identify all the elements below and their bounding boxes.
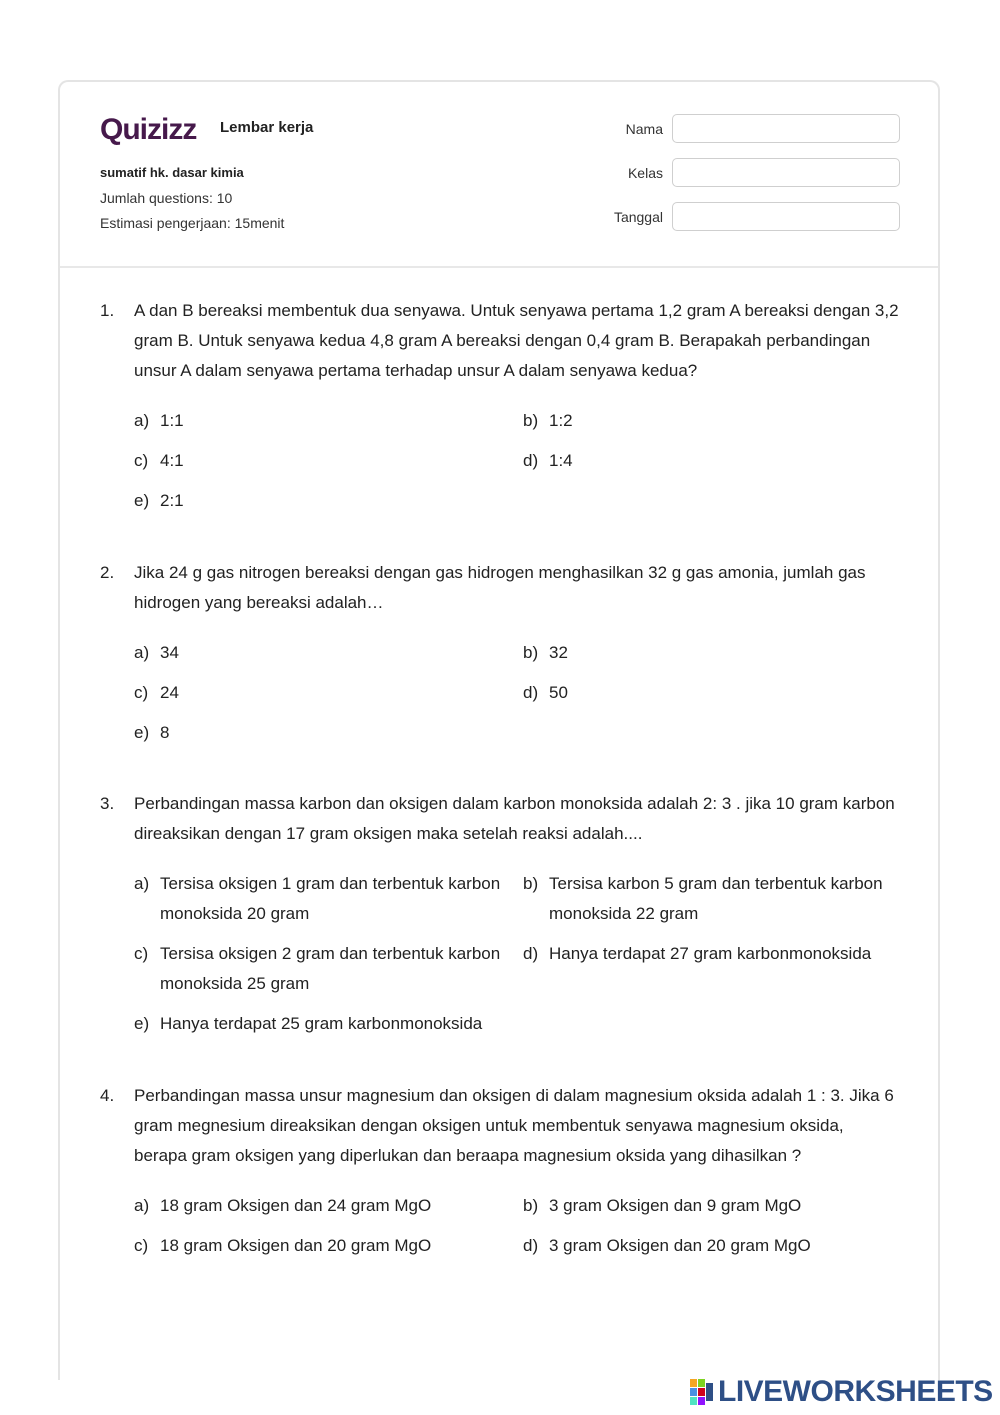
question-2 [100, 558, 900, 748]
liveworksheets-logo-icon [690, 1379, 714, 1405]
option-b[interactable]: b) 3 gram Oksigen dan 9 gram MgO [523, 1196, 802, 1215]
option-e[interactable]: e) 8 [134, 723, 170, 742]
question-text: A dan B bereaksi membentuk dua senyawa. Untuk senyawa pertama 1,2 gram A bereaksi dengan 3,2 gram B. Untuk senyawa kedua 4,8 gram A bereaksi dengan 0,4 gram B. Berapakah perbandingan unsur A dalam senyawa pertama terhadap unsur A dalam senyawa kedua? [134, 301, 899, 380]
option-d[interactable]: d) Hanya terdapat 27 gram karbonmonoksida [523, 944, 872, 963]
option-e[interactable]: e) Hanya terdapat 25 gram karbonmonoksida [134, 1014, 483, 1033]
question-number: 3. [100, 794, 115, 813]
option-c[interactable]: c) Tersisa oksigen 2 gram dan terbentuk karbon monoksida 25 gram [134, 944, 501, 993]
date-label: Tanggal [613, 209, 663, 225]
class-field[interactable] [672, 158, 900, 187]
option-list [134, 406, 900, 516]
option-list [134, 869, 900, 1039]
option-e[interactable]: e) 2:1 [134, 491, 184, 510]
class-label: Kelas [627, 165, 663, 181]
option-a[interactable]: a) 18 gram Oksigen dan 24 gram MgO [134, 1196, 432, 1215]
date-field[interactable] [672, 202, 900, 231]
question-4 [100, 1081, 900, 1261]
quizizz-logo-wordmark: Quizizz [100, 113, 197, 146]
question-text: Perbandingan massa karbon dan oksigen dalam karbon monoksida adalah 2: 3 . jika 10 gram karbon direaksikan dengan 17 gram oksigen maka setelah reaksi adalah.... [134, 794, 895, 843]
option-c[interactable]: c) 18 gram Oksigen dan 20 gram MgO [134, 1236, 432, 1255]
option-b[interactable]: b) 1:2 [523, 411, 573, 430]
option-list [134, 1191, 900, 1261]
liveworksheets-wordmark: LIVEWORKSHEETS [718, 1375, 993, 1408]
option-a[interactable]: a) 1:1 [134, 411, 184, 430]
worksheet-header [60, 82, 938, 268]
question-3 [100, 789, 900, 1039]
worksheet-label: Lembar kerja [220, 119, 314, 136]
name-field[interactable] [672, 114, 900, 143]
option-a[interactable]: a) Tersisa oksigen 1 gram dan terbentuk karbon monoksida 20 gram [134, 874, 501, 923]
question-number: 2. [100, 563, 115, 582]
question-number: 4. [100, 1086, 115, 1105]
option-d[interactable]: d) 1:4 [523, 451, 573, 470]
question-text: Perbandingan massa unsur magnesium dan oksigen di dalam magnesium oksida adalah 1 : 3. Jika 6 gram megnesium direaksikan dengan oksigen untuk membentuk senyawa magnesium oksida, berapa gram oksigen yang diperlukan dan beraapa magnesium oksida yang dihasilkan ? [134, 1086, 894, 1165]
option-list [134, 638, 900, 748]
option-b[interactable]: b) Tersisa karbon 5 gram dan terbentuk karbon monoksida 22 gram [523, 874, 883, 923]
question-number: 1. [100, 301, 115, 320]
quiz-title: sumatif hk. dasar kimia [100, 165, 244, 180]
worksheet-page [58, 80, 940, 1380]
question-count: Jumlah questions: 10 [100, 190, 233, 206]
option-d[interactable]: d) 3 gram Oksigen dan 20 gram MgO [523, 1236, 811, 1255]
quizizz-logo [100, 112, 212, 146]
option-a[interactable]: a) 34 [134, 643, 179, 662]
option-c[interactable]: c) 24 [134, 683, 179, 702]
question-text: Jika 24 g gas nitrogen bereaksi dengan gas hidrogen menghasilkan 32 g gas amonia, jumlah gas hidrogen yang bereaksi adalah… [134, 563, 866, 612]
quizizz-logo-icon [100, 112, 212, 146]
time-estimate: Estimasi pengerjaan: 15menit [100, 215, 285, 231]
option-d[interactable]: d) 50 [523, 683, 568, 702]
liveworksheets-brand[interactable] [690, 1375, 993, 1409]
question-1 [100, 296, 900, 516]
option-c[interactable]: c) 4:1 [134, 451, 184, 470]
name-label: Nama [625, 121, 663, 137]
option-b[interactable]: b) 32 [523, 643, 568, 662]
